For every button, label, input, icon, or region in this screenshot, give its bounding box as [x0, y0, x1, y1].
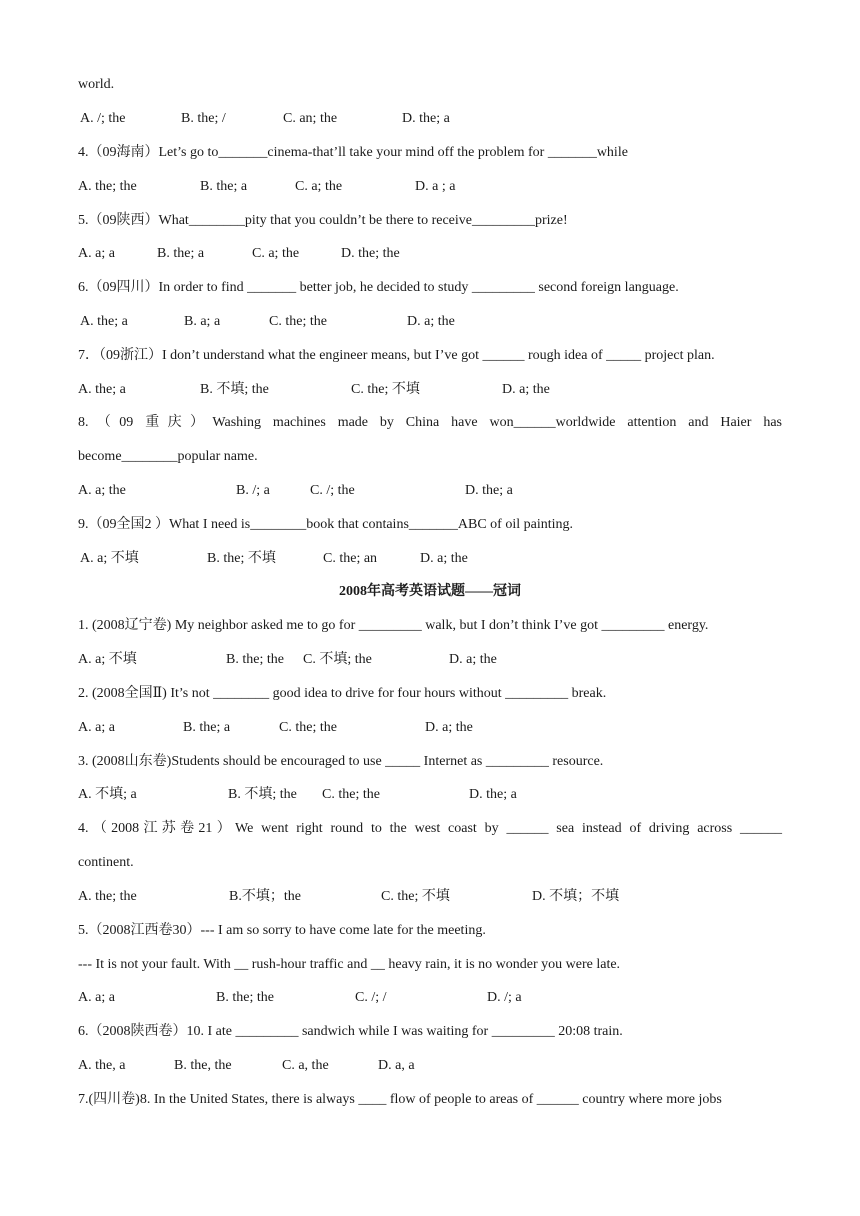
option-b: B. the; a [157, 246, 205, 261]
option-d: D. the; a [465, 483, 513, 498]
question-text: 6.（2008陕西卷）10. I ate _________ sandwich while I was waiting for _________ 20:08 train. [78, 1024, 623, 1039]
question-text: 8.（09 重庆）Washing machines made by China have won______worldwide attention and Haier has [78, 415, 782, 430]
option-b: B. a; a [184, 314, 221, 329]
option-d: D. the; a [469, 787, 517, 802]
option-a: A. a; 不填 [78, 652, 137, 667]
question-text: 5.（09陕西）What________pity that you couldn’t be there to receive_________prize! [78, 213, 568, 228]
option-a: A. the; the [78, 179, 137, 194]
option-c: C. the; the [279, 720, 337, 735]
option-d: D. the; a [402, 111, 450, 126]
option-d: D. a; the [425, 720, 473, 735]
option-c: C. a; the [252, 246, 300, 261]
option-c: C. an; the [283, 111, 338, 126]
option-c: C. /; / [355, 990, 387, 1005]
option-d: D. the; the [341, 246, 400, 261]
option-d: D. a, a [378, 1058, 415, 1073]
option-a: A. a; 不填 [80, 551, 139, 566]
option-a: A. the; a [78, 382, 126, 397]
option-d: D. a ; a [415, 179, 456, 194]
section-heading: 2008年高考英语试题——冠词 [339, 584, 521, 599]
question-text: 9.（09全国2 ）What I need is________book that contains_______ABC of oil painting. [78, 517, 574, 532]
option-d: D. a; the [420, 551, 468, 566]
option-a: A. /; the [80, 111, 126, 126]
question-text: 7．（09浙江）I don’t understand what the engineer means, but I’ve got ______ rough idea of _____ project plan. [78, 348, 715, 363]
option-b: B. the; / [181, 111, 226, 126]
option-b: B. 不填; the [200, 382, 269, 397]
option-b: B. the; the [216, 990, 274, 1005]
option-b: B. 不填; the [228, 787, 297, 802]
option-a: A. a; the [78, 483, 126, 498]
question-text-continued: continent. [78, 855, 134, 870]
option-d: D. /; a [487, 990, 522, 1005]
option-b: B.不填；the [229, 889, 301, 904]
option-d: D. a; the [407, 314, 455, 329]
option-a: A. the; the [78, 889, 137, 904]
option-d: D. a; the [449, 652, 497, 667]
option-a: A. a; a [78, 720, 115, 735]
option-c: C. the; 不填 [351, 382, 420, 397]
option-c: C. a, the [282, 1058, 329, 1073]
option-c: C. a; the [295, 179, 343, 194]
question-text: 4.（2008江苏卷21）We went right round to the west coast by ______ sea instead of driving across ______ [78, 821, 782, 836]
option-a: A. the; a [80, 314, 128, 329]
question-text: 7.(四川卷)8. In the United States, there is always ____ flow of people to areas of ______ country where more jobs [78, 1092, 722, 1107]
option-c: C. the; the [269, 314, 327, 329]
option-b: B. the; a [183, 720, 231, 735]
option-a: A. the, a [78, 1058, 126, 1073]
option-c: C. 不填; the [303, 652, 372, 667]
option-b: B. the; a [200, 179, 248, 194]
question-text: 6.（09四川）In order to find _______ better job, he decided to study _________ second foreign language. [78, 280, 679, 295]
question-text: 3. (2008山东卷)Students should be encouraged to use _____ Internet as _________ resource. [78, 754, 604, 769]
option-b: B. the; 不填 [207, 551, 276, 566]
option-d: D. 不填；不填 [532, 889, 620, 904]
question-text: 1. (2008辽宁卷) My neighbor asked me to go for _________ walk, but I don’t think I’ve got _________ energy. [78, 618, 709, 633]
option-c: C. the; 不填 [381, 889, 450, 904]
option-b: B. /; a [236, 483, 270, 498]
option-a: A. 不填; a [78, 787, 137, 802]
option-b: B. the; the [226, 652, 284, 667]
question-text-continued: become________popular name. [78, 449, 258, 464]
question-text: 2. (2008全国Ⅱ) It’s not ________ good idea to drive for four hours without _________ break. [78, 686, 607, 701]
option-c: C. the; an [323, 551, 378, 566]
question-text: 4.（09海南）Let’s go to_______cinema-that’ll take your mind off the problem for _______while [78, 145, 628, 160]
question-text: 5.（2008江西卷30）--- I am so sorry to have come late for the meeting. [78, 923, 486, 938]
option-c: C. /; the [310, 483, 355, 498]
option-b: B. the, the [174, 1058, 232, 1073]
option-c: C. the; the [322, 787, 380, 802]
question-text: world. [78, 77, 115, 92]
option-a: A. a; a [78, 246, 115, 261]
question-text-continued: --- It is not your fault. With __ rush-hour traffic and __ heavy rain, it is no wonder you were late. [78, 957, 621, 972]
option-d: D. a; the [502, 382, 550, 397]
option-a: A. a; a [78, 990, 115, 1005]
